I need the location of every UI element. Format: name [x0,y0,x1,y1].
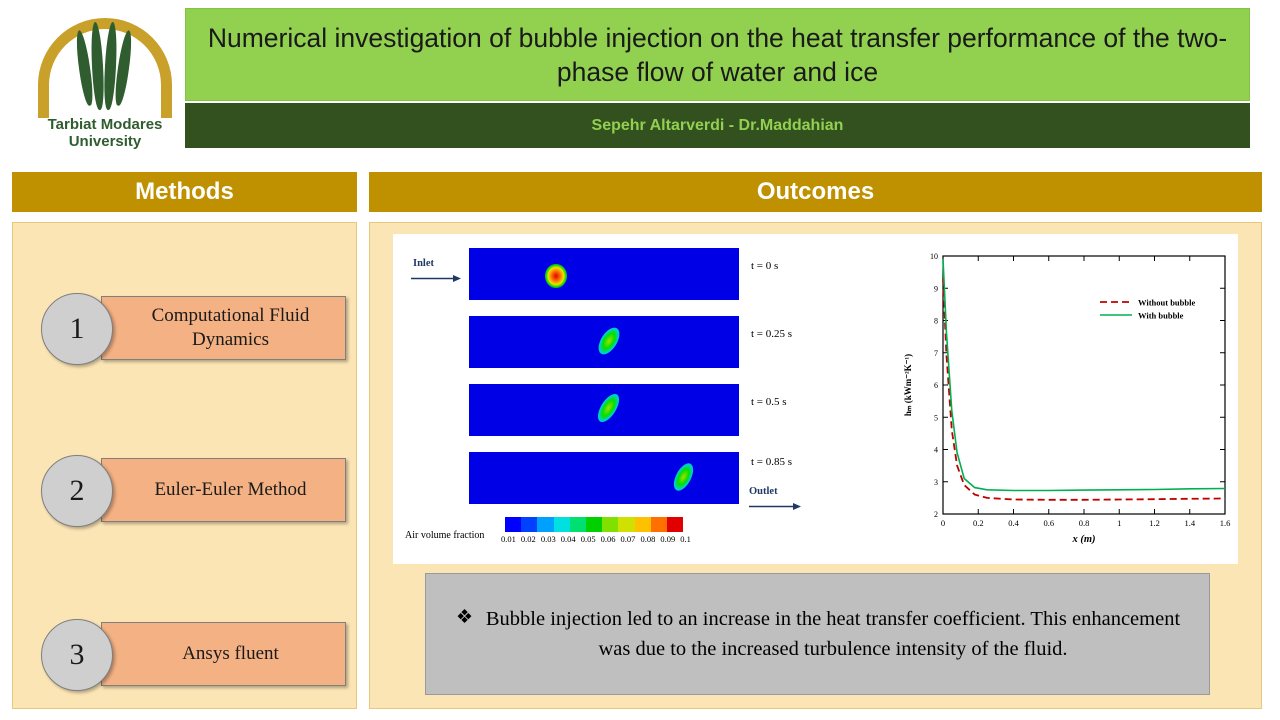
colorbar-segment [602,517,618,532]
conclusion-text: Bubble injection led to an increase in the heat transfer coefficient. This enhancement was due to the increased turbulence intensity of the fluid. [485,608,1181,660]
method-step-label: Computational Fluid Dynamics [151,305,310,350]
svg-text:8: 8 [934,316,938,326]
colorbar-ticks [501,534,691,544]
method-step [41,619,346,689]
bullet-icon: ❖ [456,607,474,628]
colorbar-segment [667,517,683,532]
svg-text:0.8: 0.8 [1078,518,1090,528]
svg-text:1.4: 1.4 [1184,518,1196,528]
svg-text:hₘ (kWm⁻²K⁻¹): hₘ (kWm⁻²K⁻¹) [903,353,913,417]
contour-frame [469,384,739,436]
method-step-label: Ansys fluent [182,643,279,664]
svg-text:0.4: 0.4 [1008,518,1019,528]
bubble-blob [594,324,623,358]
inlet-arrow-icon [411,274,461,283]
svg-text:x (m): x (m) [1072,534,1096,545]
method-step-number: 3 [69,638,85,671]
method-step-number: 2 [69,474,85,507]
svg-text:6: 6 [934,381,938,390]
colorbar-tick-label: 0.02 [520,534,536,544]
colorbar-segment [554,517,570,532]
inlet-label: Inlet [413,258,434,269]
method-step-number-bubble [41,455,113,527]
colorbar-segment [521,517,537,532]
outcomes-banner [369,172,1262,212]
colorbar-segment [635,517,651,532]
method-step [41,293,346,363]
colorbar-tick-label: 0.04 [560,534,576,544]
method-step-box [101,458,346,522]
logo-text-line1: Tarbiat Modares [47,116,163,133]
outcomes-banner-label: Outcomes [756,178,875,205]
colorbar-tick-label: 0.01 [501,534,516,544]
svg-text:0: 0 [940,518,946,528]
chart-canvas [895,234,1238,564]
svg-text:1: 1 [1117,518,1122,528]
author-bar [185,103,1250,148]
heat-transfer-chart [895,234,1238,564]
contour-frame [469,316,739,368]
colorbar-segment [505,517,521,532]
svg-text:9: 9 [934,284,938,294]
colorbar-tick-label: 0.07 [620,534,636,544]
contour-frame [469,452,739,504]
svg-text:Without bubble: Without bubble [1138,297,1196,308]
outlet-label: Outlet [749,486,778,497]
colorbar-tick-label: 0.05 [580,534,596,544]
svg-text:2: 2 [934,510,938,519]
colorbar-title: Air volume fraction [405,530,485,541]
colorbar-tick-label: 0.1 [680,534,691,544]
svg-text:0.6: 0.6 [1043,518,1055,528]
results-figure [393,234,1238,564]
svg-text:7: 7 [934,348,938,358]
colorbar-tick-label: 0.03 [540,534,556,544]
svg-text:5: 5 [934,413,938,423]
colorbar-tick-label: 0.09 [660,534,676,544]
time-label: t = 0 s [751,260,779,272]
method-step-label: Euler-Euler Method [154,479,307,500]
colorbar-segment [586,517,602,532]
method-step-number: 1 [69,312,85,345]
method-step-number-bubble [41,619,113,691]
university-logo [30,8,180,158]
svg-text:1.6: 1.6 [1219,518,1231,528]
colorbar [505,517,683,532]
time-label: t = 0.85 s [751,456,793,468]
svg-text:10: 10 [930,252,938,261]
logo-text-line2: University [68,133,142,150]
page-title: Numerical investigation of bubble injection on the heat transfer performance of the two-phase flow of water and ice [207,22,1228,87]
svg-text:1.2: 1.2 [1149,518,1160,528]
outcomes-panel [369,222,1262,709]
logo-text [30,116,180,150]
method-step-box [101,622,346,686]
time-label: t = 0.25 s [751,328,793,340]
svg-text:4: 4 [934,445,938,455]
svg-text:0.2: 0.2 [972,518,984,528]
colorbar-tick-label: 0.08 [640,534,656,544]
method-step [41,455,346,525]
colorbar-segment [651,517,667,532]
outlet-arrow-icon [749,502,801,511]
bubble-blob [594,390,624,425]
svg-text:3: 3 [934,477,938,487]
logo-leaves-icon [77,20,133,112]
poster-header [0,0,1280,160]
method-step-number-bubble [41,293,113,365]
poster-title-bar [185,8,1250,101]
methods-banner-label: Methods [135,178,234,205]
methods-banner [12,172,357,212]
contour-frame [469,248,739,300]
colorbar-segment [537,517,553,532]
bubble-blob [670,460,697,494]
colorbar-tick-label: 0.06 [600,534,616,544]
contour-figure [393,234,891,564]
method-step-box [101,296,346,360]
colorbar-segment [570,517,586,532]
time-label: t = 0.5 s [751,396,787,408]
author-names: Sepehr Altarverdi - Dr.Maddahian [591,116,844,134]
conclusion-box [425,573,1210,695]
methods-panel [12,222,357,709]
svg-text:With bubble: With bubble [1138,310,1184,321]
colorbar-segment [618,517,634,532]
bubble-blob [545,264,567,288]
